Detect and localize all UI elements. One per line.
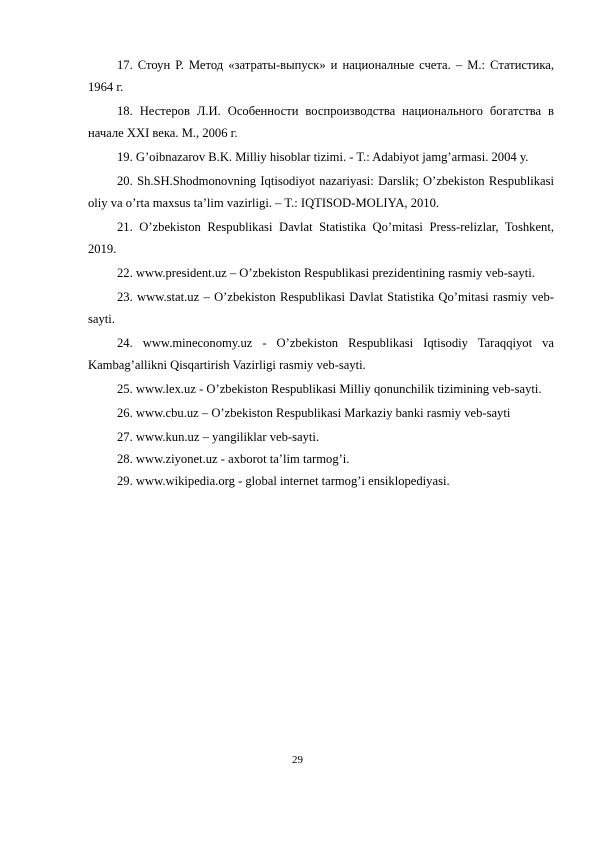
- reference-item: 27. www.kun.uz – yangiliklar veb-sayti.: [117, 430, 320, 444]
- reference-item: 20. Sh.SH.Shodmonovning Iqtisodiyot nazariyasi: Darslik; O’zbekiston Respublikasi oliy va o’rta maxsus ta’lim vazirligi. – T.: IQTISOD-MOLIYA, 2010.: [88, 174, 554, 210]
- reference-item: 21. O’zbekiston Respublikasi Davlat Statistika Qo’mitasi Press-relizlar, Toshkent, 2019.: [88, 220, 554, 256]
- reference-item: 18. Нестеров Л.И. Особенности воспроизводства национального богатства в начале XXI века. М., 2006 г.: [88, 104, 554, 140]
- reference-item: 22. www.president.uz – O’zbekiston Respublikasi prezidentining rasmiy veb-sayti.: [117, 266, 535, 280]
- reference-item: 28. www.ziyonet.uz - axborot ta’lim tarmog’i.: [117, 452, 350, 466]
- page-number: 29: [292, 754, 303, 766]
- reference-item: 24. www.mineconomy.uz - O’zbekiston Respublikasi Iqtisodiy Taraqqiyot va Kambag’allikni Qisqartirish Vazirligi rasmiy veb-sayti.: [88, 336, 554, 372]
- reference-item: 26. www.cbu.uz – O’zbekiston Respublikasi Markaziy banki rasmiy veb-sayti: [117, 406, 511, 420]
- reference-item: 29. www.wikipedia.org - global internet tarmog’i ensiklopediyasi.: [117, 474, 450, 488]
- reference-item: 25. www.lex.uz - O’zbekiston Respublikasi Milliy qonunchilik tizimining veb-sayti.: [117, 382, 542, 396]
- reference-item: 23. www.stat.uz – O’zbekiston Respublikasi Davlat Statistika Qo’mitasi rasmiy veb-sayti.: [88, 290, 554, 326]
- reference-item: 17. Стоун Р. Метод «затраты-выпуск» и националные счета. – М.: Статистика, 1964 г.: [88, 58, 554, 94]
- reference-item: 19. G’oibnazarov B.K. Milliy hisoblar tizimi. - T.: Adabiyot jamg’armasi. 2004 y.: [117, 150, 529, 164]
- reference-list: [88, 54, 554, 492]
